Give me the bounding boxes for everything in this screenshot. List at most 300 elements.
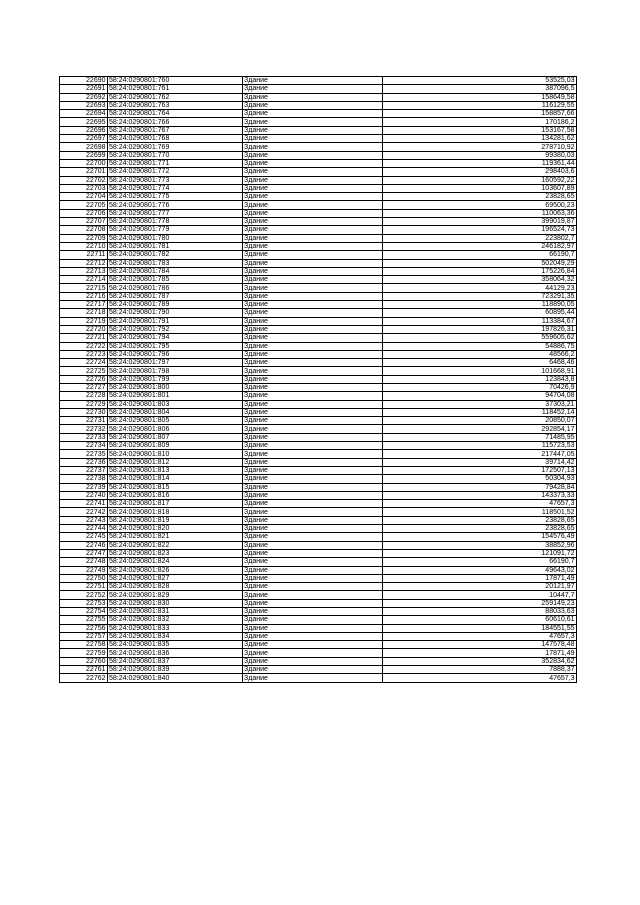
table-row [60, 583, 577, 591]
cadastral-number-cell: 58:24:0290801:764 [107, 110, 242, 118]
table-row [60, 450, 577, 458]
cadastral-value-cell: 6468,46 [382, 359, 577, 367]
table-row [60, 276, 577, 284]
table-row [60, 342, 577, 350]
table-row [60, 143, 577, 151]
cadastral-value-cell: 10447,7 [382, 591, 577, 599]
cadastral-value-table [59, 76, 577, 683]
row-number-cell: 22733 [60, 433, 108, 441]
cadastral-number-cell: 58:24:0290801:830 [107, 599, 242, 607]
table-row [60, 624, 577, 632]
table-row [60, 234, 577, 242]
object-type-cell: Здание [242, 301, 382, 309]
cadastral-value-cell: 147578,48 [382, 641, 577, 649]
cadastral-number-cell: 58:24:0290801:829 [107, 591, 242, 599]
object-type-cell: Здание [242, 591, 382, 599]
object-type-cell: Здание [242, 159, 382, 167]
table-row [60, 674, 577, 682]
cadastral-value-cell: 54886,75 [382, 342, 577, 350]
cadastral-number-cell: 58:24:0290801:809 [107, 442, 242, 450]
object-type-cell: Здание [242, 292, 382, 300]
object-type-cell: Здание [242, 483, 382, 491]
row-number-cell: 22748 [60, 558, 108, 566]
cadastral-value-cell: 71485,95 [382, 433, 577, 441]
table-row [60, 242, 577, 250]
table-row [60, 666, 577, 674]
row-number-cell: 22731 [60, 417, 108, 425]
table-row [60, 491, 577, 499]
table-row [60, 475, 577, 483]
object-type-cell: Здание [242, 342, 382, 350]
table-row [60, 500, 577, 508]
cadastral-number-cell: 58:24:0290801:819 [107, 516, 242, 524]
object-type-cell: Здание [242, 234, 382, 242]
cadastral-number-cell: 58:24:0290801:760 [107, 77, 242, 85]
cadastral-value-cell: 38852,96 [382, 541, 577, 549]
object-type-cell: Здание [242, 135, 382, 143]
cadastral-value-cell: 352834,62 [382, 657, 577, 665]
row-number-cell: 22722 [60, 342, 108, 350]
cadastral-value-cell: 217447,05 [382, 450, 577, 458]
object-type-cell: Здание [242, 284, 382, 292]
cadastral-value-cell: 259149,23 [382, 599, 577, 607]
table-row [60, 135, 577, 143]
table-row [60, 400, 577, 408]
cadastral-number-cell: 58:24:0290801:806 [107, 425, 242, 433]
object-type-cell: Здание [242, 649, 382, 657]
object-type-cell: Здание [242, 566, 382, 574]
row-number-cell: 22694 [60, 110, 108, 118]
object-type-cell: Здание [242, 267, 382, 275]
row-number-cell: 22760 [60, 657, 108, 665]
cadastral-value-cell: 502049,29 [382, 259, 577, 267]
row-number-cell: 22739 [60, 483, 108, 491]
row-number-cell: 22709 [60, 234, 108, 242]
table-row [60, 533, 577, 541]
table-row [60, 193, 577, 201]
row-number-cell: 22754 [60, 608, 108, 616]
object-type-cell: Здание [242, 201, 382, 209]
row-number-cell: 22713 [60, 267, 108, 275]
object-type-cell: Здание [242, 466, 382, 474]
cadastral-value-cell: 172507,13 [382, 466, 577, 474]
table-row [60, 616, 577, 624]
row-number-cell: 22752 [60, 591, 108, 599]
row-number-cell: 22750 [60, 574, 108, 582]
object-type-cell: Здание [242, 500, 382, 508]
table-row [60, 425, 577, 433]
row-number-cell: 22708 [60, 226, 108, 234]
object-type-cell: Здание [242, 325, 382, 333]
cadastral-value-cell: 113384,67 [382, 317, 577, 325]
object-type-cell: Здание [242, 583, 382, 591]
cadastral-number-cell: 58:24:0290801:791 [107, 317, 242, 325]
cadastral-number-cell: 58:24:0290801:812 [107, 458, 242, 466]
cadastral-value-cell: 143373,33 [382, 491, 577, 499]
row-number-cell: 22757 [60, 632, 108, 640]
cadastral-value-cell: 66190,7 [382, 251, 577, 259]
row-number-cell: 22759 [60, 649, 108, 657]
cadastral-number-cell: 58:24:0290801:800 [107, 383, 242, 391]
object-type-cell: Здание [242, 77, 382, 85]
cadastral-value-cell: 196524,73 [382, 226, 577, 234]
cadastral-value-cell: 66190,7 [382, 558, 577, 566]
row-number-cell: 22696 [60, 126, 108, 134]
cadastral-number-cell: 58:24:0290801:794 [107, 334, 242, 342]
cadastral-number-cell: 58:24:0290801:785 [107, 276, 242, 284]
table-row [60, 309, 577, 317]
row-number-cell: 22719 [60, 317, 108, 325]
table-row [60, 392, 577, 400]
row-number-cell: 22749 [60, 566, 108, 574]
cadastral-value-cell: 154576,49 [382, 533, 577, 541]
cadastral-value-cell: 298403,6 [382, 168, 577, 176]
cadastral-value-cell: 39714,42 [382, 458, 577, 466]
table-row [60, 367, 577, 375]
object-type-cell: Здание [242, 143, 382, 151]
table-row [60, 433, 577, 441]
object-type-cell: Здание [242, 259, 382, 267]
row-number-cell: 22725 [60, 367, 108, 375]
row-number-cell: 22727 [60, 383, 108, 391]
object-type-cell: Здание [242, 541, 382, 549]
table-row [60, 168, 577, 176]
cadastral-number-cell: 58:24:0290801:768 [107, 135, 242, 143]
object-type-cell: Здание [242, 126, 382, 134]
cadastral-value-cell: 47657,3 [382, 500, 577, 508]
object-type-cell: Здание [242, 151, 382, 159]
cadastral-number-cell: 58:24:0290801:776 [107, 201, 242, 209]
object-type-cell: Здание [242, 533, 382, 541]
row-number-cell: 22699 [60, 151, 108, 159]
cadastral-value-cell: 118452,14 [382, 408, 577, 416]
table-row [60, 383, 577, 391]
cadastral-value-cell: 79428,84 [382, 483, 577, 491]
cadastral-value-cell: 23828,65 [382, 516, 577, 524]
cadastral-number-cell: 58:24:0290801:766 [107, 118, 242, 126]
row-number-cell: 22691 [60, 85, 108, 93]
table-row [60, 359, 577, 367]
cadastral-number-cell: 58:24:0290801:832 [107, 616, 242, 624]
cadastral-value-cell: 47657,3 [382, 674, 577, 682]
table-row [60, 574, 577, 582]
row-number-cell: 22714 [60, 276, 108, 284]
cadastral-value-cell: 119361,44 [382, 159, 577, 167]
cadastral-number-cell: 58:24:0290801:813 [107, 466, 242, 474]
table-row [60, 566, 577, 574]
row-number-cell: 22743 [60, 516, 108, 524]
cadastral-value-cell: 387096,5 [382, 85, 577, 93]
cadastral-value-cell: 88033,63 [382, 608, 577, 616]
cadastral-value-cell: 17871,49 [382, 574, 577, 582]
cadastral-number-cell: 58:24:0290801:774 [107, 184, 242, 192]
cadastral-value-cell: 158649,58 [382, 93, 577, 101]
object-type-cell: Здание [242, 491, 382, 499]
row-number-cell: 22735 [60, 450, 108, 458]
cadastral-number-cell: 58:24:0290801:797 [107, 359, 242, 367]
cadastral-number-cell: 58:24:0290801:763 [107, 101, 242, 109]
cadastral-number-cell: 58:24:0290801:779 [107, 226, 242, 234]
table-row [60, 558, 577, 566]
table-row [60, 483, 577, 491]
cadastral-value-cell: 70426,9 [382, 383, 577, 391]
table-row [60, 77, 577, 85]
cadastral-number-cell: 58:24:0290801:799 [107, 375, 242, 383]
cadastral-value-cell: 153167,58 [382, 126, 577, 134]
table-row [60, 657, 577, 665]
cadastral-value-cell: 278710,92 [382, 143, 577, 151]
object-type-cell: Здание [242, 350, 382, 358]
row-number-cell: 22707 [60, 218, 108, 226]
table-row [60, 350, 577, 358]
object-type-cell: Здание [242, 608, 382, 616]
cadastral-value-cell: 94704,08 [382, 392, 577, 400]
row-number-cell: 22710 [60, 242, 108, 250]
table-row [60, 541, 577, 549]
table-row [60, 301, 577, 309]
row-number-cell: 22706 [60, 209, 108, 217]
cadastral-number-cell: 58:24:0290801:777 [107, 209, 242, 217]
cadastral-value-cell: 158857,66 [382, 110, 577, 118]
row-number-cell: 22703 [60, 184, 108, 192]
row-number-cell: 22762 [60, 674, 108, 682]
cadastral-number-cell: 58:24:0290801:769 [107, 143, 242, 151]
row-number-cell: 22728 [60, 392, 108, 400]
object-type-cell: Здание [242, 168, 382, 176]
cadastral-number-cell: 58:24:0290801:789 [107, 301, 242, 309]
cadastral-value-cell: 121091,72 [382, 549, 577, 557]
table-row [60, 334, 577, 342]
cadastral-number-cell: 58:24:0290801:818 [107, 508, 242, 516]
row-number-cell: 22720 [60, 325, 108, 333]
row-number-cell: 22698 [60, 143, 108, 151]
table-row [60, 549, 577, 557]
cadastral-value-cell: 49643,02 [382, 566, 577, 574]
cadastral-number-cell: 58:24:0290801:787 [107, 292, 242, 300]
cadastral-number-cell: 58:24:0290801:820 [107, 525, 242, 533]
cadastral-value-cell: 723291,35 [382, 292, 577, 300]
row-number-cell: 22718 [60, 309, 108, 317]
table-row [60, 599, 577, 607]
row-number-cell: 22737 [60, 466, 108, 474]
cadastral-number-cell: 58:24:0290801:773 [107, 176, 242, 184]
row-number-cell: 22701 [60, 168, 108, 176]
row-number-cell: 22723 [60, 350, 108, 358]
row-number-cell: 22758 [60, 641, 108, 649]
cadastral-value-cell: 60895,44 [382, 309, 577, 317]
object-type-cell: Здание [242, 632, 382, 640]
object-type-cell: Здание [242, 276, 382, 284]
row-number-cell: 22704 [60, 193, 108, 201]
row-number-cell: 22717 [60, 301, 108, 309]
object-type-cell: Здание [242, 408, 382, 416]
table-body [60, 77, 577, 683]
table-row [60, 126, 577, 134]
cadastral-value-cell: 110063,36 [382, 209, 577, 217]
object-type-cell: Здание [242, 193, 382, 201]
object-type-cell: Здание [242, 657, 382, 665]
cadastral-value-cell: 170186,2 [382, 118, 577, 126]
cadastral-number-cell: 58:24:0290801:781 [107, 242, 242, 250]
cadastral-value-cell: 116129,55 [382, 101, 577, 109]
object-type-cell: Здание [242, 549, 382, 557]
row-number-cell: 22700 [60, 159, 108, 167]
object-type-cell: Здание [242, 309, 382, 317]
row-number-cell: 22729 [60, 400, 108, 408]
cadastral-number-cell: 58:24:0290801:827 [107, 574, 242, 582]
cadastral-number-cell: 58:24:0290801:778 [107, 218, 242, 226]
cadastral-value-cell: 160592,22 [382, 176, 577, 184]
cadastral-number-cell: 58:24:0290801:770 [107, 151, 242, 159]
cadastral-number-cell: 58:24:0290801:815 [107, 483, 242, 491]
object-type-cell: Здание [242, 392, 382, 400]
table-row [60, 151, 577, 159]
cadastral-value-cell: 101668,91 [382, 367, 577, 375]
table-row [60, 466, 577, 474]
object-type-cell: Здание [242, 85, 382, 93]
object-type-cell: Здание [242, 93, 382, 101]
cadastral-value-cell: 134281,62 [382, 135, 577, 143]
row-number-cell: 22745 [60, 533, 108, 541]
cadastral-number-cell: 58:24:0290801:828 [107, 583, 242, 591]
cadastral-number-cell: 58:24:0290801:792 [107, 325, 242, 333]
cadastral-number-cell: 58:24:0290801:807 [107, 433, 242, 441]
row-number-cell: 22740 [60, 491, 108, 499]
cadastral-value-cell: 17871,49 [382, 649, 577, 657]
cadastral-number-cell: 58:24:0290801:803 [107, 400, 242, 408]
table-row [60, 209, 577, 217]
cadastral-value-cell: 20121,97 [382, 583, 577, 591]
object-type-cell: Здание [242, 616, 382, 624]
row-number-cell: 22705 [60, 201, 108, 209]
table-row [60, 284, 577, 292]
table-row [60, 375, 577, 383]
cadastral-value-cell: 399019,87 [382, 218, 577, 226]
row-number-cell: 22711 [60, 251, 108, 259]
row-number-cell: 22747 [60, 549, 108, 557]
object-type-cell: Здание [242, 417, 382, 425]
table-row [60, 118, 577, 126]
cadastral-value-cell: 559605,62 [382, 334, 577, 342]
object-type-cell: Здание [242, 110, 382, 118]
row-number-cell: 22741 [60, 500, 108, 508]
cadastral-number-cell: 58:24:0290801:817 [107, 500, 242, 508]
object-type-cell: Здание [242, 176, 382, 184]
object-type-cell: Здание [242, 475, 382, 483]
cadastral-number-cell: 58:24:0290801:822 [107, 541, 242, 549]
object-type-cell: Здание [242, 359, 382, 367]
cadastral-number-cell: 58:24:0290801:771 [107, 159, 242, 167]
row-number-cell: 22712 [60, 259, 108, 267]
table-row [60, 508, 577, 516]
object-type-cell: Здание [242, 184, 382, 192]
table-row [60, 101, 577, 109]
cadastral-number-cell: 58:24:0290801:782 [107, 251, 242, 259]
row-number-cell: 22695 [60, 118, 108, 126]
object-type-cell: Здание [242, 558, 382, 566]
cadastral-number-cell: 58:24:0290801:816 [107, 491, 242, 499]
object-type-cell: Здание [242, 574, 382, 582]
cadastral-number-cell: 58:24:0290801:795 [107, 342, 242, 350]
cadastral-value-cell: 53525,03 [382, 77, 577, 85]
cadastral-value-cell: 7888,37 [382, 666, 577, 674]
table-row [60, 525, 577, 533]
object-type-cell: Здание [242, 674, 382, 682]
cadastral-number-cell: 58:24:0290801:835 [107, 641, 242, 649]
object-type-cell: Здание [242, 317, 382, 325]
cadastral-number-cell: 58:24:0290801:821 [107, 533, 242, 541]
cadastral-value-cell: 48566,2 [382, 350, 577, 358]
cadastral-number-cell: 58:24:0290801:798 [107, 367, 242, 375]
cadastral-number-cell: 58:24:0290801:783 [107, 259, 242, 267]
table-row [60, 516, 577, 524]
object-type-cell: Здание [242, 251, 382, 259]
cadastral-value-cell: 358064,32 [382, 276, 577, 284]
cadastral-value-cell: 50304,93 [382, 475, 577, 483]
table-row [60, 317, 577, 325]
cadastral-number-cell: 58:24:0290801:836 [107, 649, 242, 657]
row-number-cell: 22715 [60, 284, 108, 292]
row-number-cell: 22732 [60, 425, 108, 433]
row-number-cell: 22692 [60, 93, 108, 101]
cadastral-number-cell: 58:24:0290801:810 [107, 450, 242, 458]
object-type-cell: Здание [242, 218, 382, 226]
object-type-cell: Здание [242, 458, 382, 466]
object-type-cell: Здание [242, 383, 382, 391]
object-type-cell: Здание [242, 599, 382, 607]
cadastral-number-cell: 58:24:0290801:772 [107, 168, 242, 176]
cadastral-value-cell: 175226,84 [382, 267, 577, 275]
table-row [60, 218, 577, 226]
row-number-cell: 22756 [60, 624, 108, 632]
table-row [60, 159, 577, 167]
cadastral-number-cell: 58:24:0290801:780 [107, 234, 242, 242]
cadastral-number-cell: 58:24:0290801:762 [107, 93, 242, 101]
object-type-cell: Здание [242, 641, 382, 649]
row-number-cell: 22744 [60, 525, 108, 533]
table-row [60, 226, 577, 234]
object-type-cell: Здание [242, 226, 382, 234]
object-type-cell: Здание [242, 666, 382, 674]
cadastral-value-cell: 37303,21 [382, 400, 577, 408]
table-row [60, 442, 577, 450]
table-row [60, 201, 577, 209]
cadastral-number-cell: 58:24:0290801:840 [107, 674, 242, 682]
cadastral-value-cell: 118501,52 [382, 508, 577, 516]
row-number-cell: 22734 [60, 442, 108, 450]
cadastral-number-cell: 58:24:0290801:761 [107, 85, 242, 93]
object-type-cell: Здание [242, 525, 382, 533]
table-row [60, 408, 577, 416]
table-row [60, 458, 577, 466]
cadastral-number-cell: 58:24:0290801:834 [107, 632, 242, 640]
table-row [60, 608, 577, 616]
table-row [60, 251, 577, 259]
cadastral-value-cell: 69500,23 [382, 201, 577, 209]
cadastral-value-cell: 103607,89 [382, 184, 577, 192]
table-row [60, 267, 577, 275]
cadastral-value-cell: 123843,8 [382, 375, 577, 383]
object-type-cell: Здание [242, 242, 382, 250]
object-type-cell: Здание [242, 375, 382, 383]
table-row [60, 632, 577, 640]
table-row [60, 591, 577, 599]
cadastral-number-cell: 58:24:0290801:790 [107, 309, 242, 317]
row-number-cell: 22751 [60, 583, 108, 591]
row-number-cell: 22724 [60, 359, 108, 367]
cadastral-value-cell: 292854,17 [382, 425, 577, 433]
cadastral-number-cell: 58:24:0290801:796 [107, 350, 242, 358]
